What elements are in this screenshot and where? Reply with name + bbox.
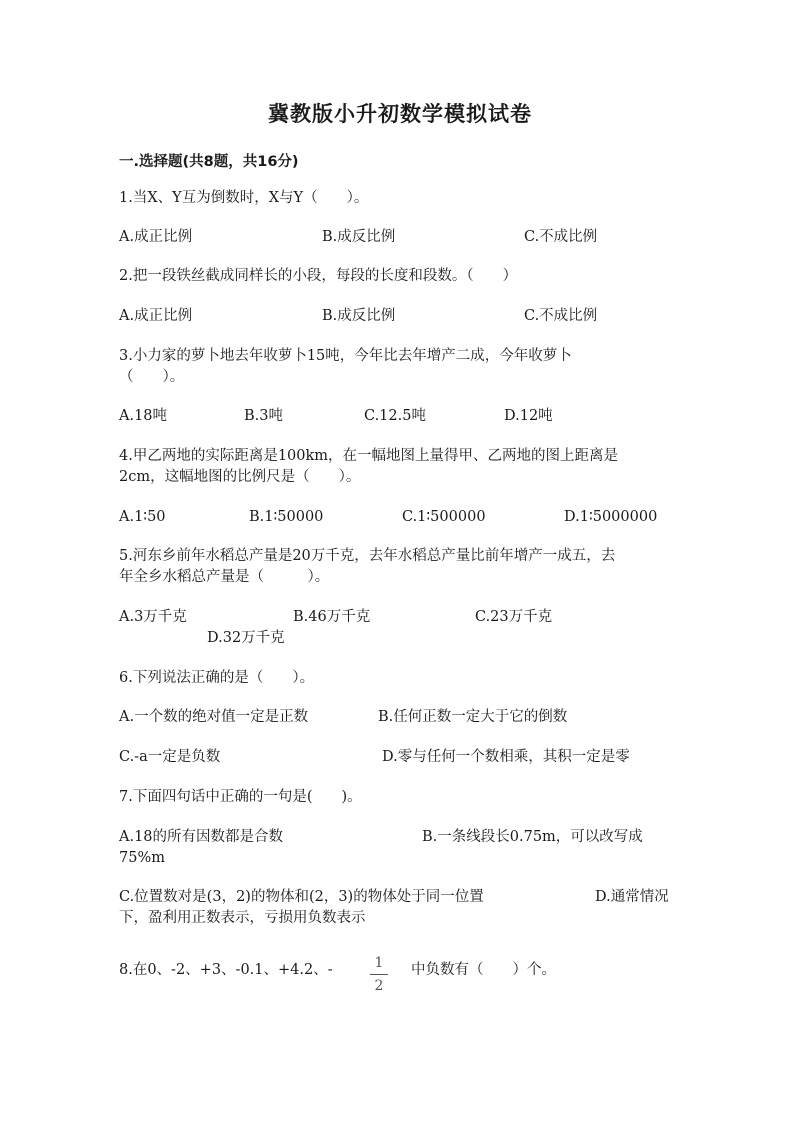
page-title: 冀教版小升初数学模拟试卷	[268, 102, 532, 126]
question-6-option-b: B.任何正数一定大于它的倒数	[378, 709, 568, 725]
question-3-stem-line-2: （ ）。	[119, 369, 185, 385]
question-3-option-b: B.3吨	[244, 408, 283, 424]
question-3-stem-line-1: 3.小力家的萝卜地去年收萝卜15吨，今年比去年增产二成，今年收萝卜	[119, 348, 572, 364]
question-3-option-d: D.12吨	[504, 408, 553, 424]
fraction-denominator: 2	[374, 978, 384, 994]
question-6-option-a: A.一个数的绝对值一定是正数	[119, 709, 309, 725]
section-title: 一.选择题(共8题，共16分)	[119, 154, 299, 170]
question-4-stem-line-2: 2cm，这幅地图的比例尺是（ ）。	[119, 469, 361, 485]
question-5-option-b: B.46万千克	[293, 609, 371, 625]
question-1-stem: 1.当X、Y互为倒数时，X与Y（ ）。	[119, 190, 369, 206]
fraction-one-half	[370, 955, 388, 994]
question-2-option-b: B.成反比例	[322, 308, 396, 324]
question-3-option-a: A.18吨	[119, 408, 168, 424]
question-7-option-a: A.18的所有因数都是合数	[119, 829, 284, 845]
question-7-option-d-continued: 下，盈利用正数表示，亏损用负数表示	[119, 910, 366, 926]
question-5-stem-line-2: 年全乡水稻总产量是（ ）。	[119, 569, 330, 585]
question-4-option-c: C.1∶500000	[402, 509, 486, 525]
question-7-stem: 7.下面四句话中正确的一句是( )。	[119, 789, 362, 805]
question-2-stem: 2.把一段铁丝截成同样长的小段，每段的长度和段数。（ ）	[119, 268, 518, 284]
question-4-option-d: D.1∶5000000	[564, 509, 658, 525]
question-6-option-c: C.-a一定是负数	[119, 749, 221, 765]
question-5-option-d: D.32万千克	[207, 630, 285, 646]
question-5-stem-line-1: 5.河东乡前年水稻总产量是20万千克，去年水稻总产量比前年增产一成五，去	[119, 548, 616, 564]
question-4-option-b: B.1∶50000	[249, 509, 324, 525]
question-5-option-c: C.23万千克	[475, 609, 553, 625]
question-1-option-b: B.成反比例	[322, 229, 396, 245]
question-3-option-c: C.12.5吨	[364, 408, 426, 424]
question-6-option-d: D.零与任何一个数相乘，其积一定是零	[382, 749, 630, 765]
question-8-stem-part-2: 中负数有（ ）个。	[411, 962, 556, 978]
question-2-option-a: A.成正比例	[119, 308, 193, 324]
question-7-option-b-continued: 75%m	[119, 850, 165, 866]
question-1-option-c: C.不成比例	[524, 229, 598, 245]
question-5-option-a: A.3万千克	[119, 609, 187, 625]
question-6-stem: 6.下列说法正确的是（ ）。	[119, 670, 315, 686]
fraction-numerator: 1	[374, 955, 384, 971]
question-4-stem-line-1: 4.甲乙两地的实际距离是100km，在一幅地图上量得甲、乙两地的图上距离是	[119, 448, 619, 464]
question-7-option-d: D.通常情况	[595, 889, 669, 905]
question-1-option-a: A.成正比例	[119, 229, 193, 245]
question-8-stem-part-1: 8.在0、-2、+3、-0.1、+4.2、-	[119, 962, 333, 978]
question-7-option-b: B.一条线段长0.75m，可以改写成	[422, 829, 643, 845]
fraction-bar	[370, 974, 388, 975]
question-7-option-c: C.位置数对是(3，2)的物体和(2，3)的物体处于同一位置	[119, 889, 484, 905]
question-2-option-c: C.不成比例	[524, 308, 598, 324]
question-4-option-a: A.1∶50	[119, 509, 166, 525]
